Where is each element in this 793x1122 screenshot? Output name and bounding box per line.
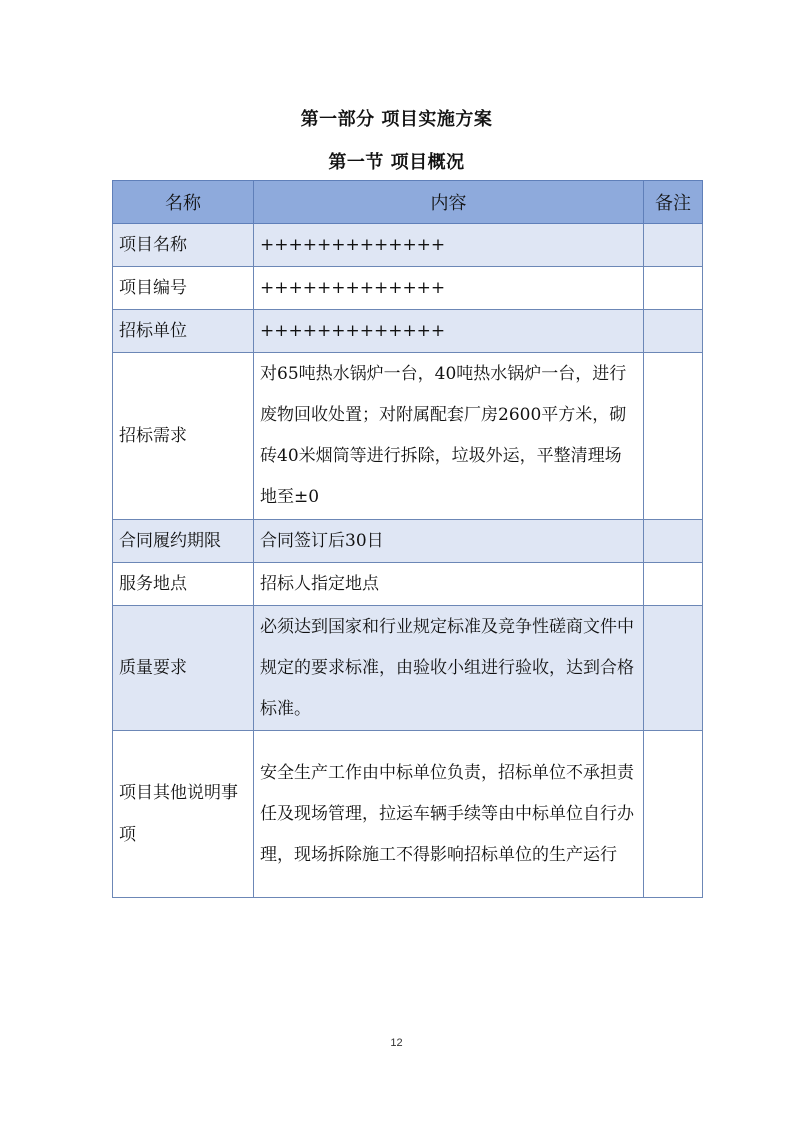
row-remark [644, 606, 703, 731]
row-name: 项目名称 [113, 224, 254, 267]
row-content: +++++++++++++ [254, 310, 644, 353]
table-row [113, 353, 703, 520]
table-row [113, 224, 703, 267]
row-content: 安全生产工作由中标单位负责，招标单位不承担责任及现场管理，拉运车辆手续等由中标单位自行办理，现场拆除施工不得影响招标单位的生产运行 [254, 731, 644, 898]
section-title: 第一节 项目概况 [328, 152, 465, 173]
project-overview-table [112, 180, 703, 898]
row-content: 招标人指定地点 [254, 563, 644, 606]
row-remark [644, 224, 703, 267]
row-content: 对65吨热水锅炉一台，40吨热水锅炉一台，进行废物回收处置；对附属配套厂房2600平方米，砌砖40米烟筒等进行拆除，垃圾外运，平整清理场地至±0 [254, 353, 644, 520]
row-remark [644, 731, 703, 898]
row-name: 项目编号 [113, 267, 254, 310]
header-name: 名称 [113, 181, 254, 224]
row-name: 质量要求 [113, 606, 254, 731]
header-remark: 备注 [644, 181, 703, 224]
row-content: 合同签订后30日 [254, 520, 644, 563]
row-content: +++++++++++++ [254, 267, 644, 310]
row-name: 合同履约期限 [113, 520, 254, 563]
header-content: 内容 [254, 181, 644, 224]
table-header-row [113, 181, 703, 224]
row-remark [644, 563, 703, 606]
table-row [113, 731, 703, 898]
row-remark [644, 353, 703, 520]
row-content: 必须达到国家和行业规定标准及竞争性磋商文件中规定的要求标准，由验收小组进行验收，达到合格标准。 [254, 606, 644, 731]
table-row [113, 563, 703, 606]
table-row [113, 520, 703, 563]
row-content: +++++++++++++ [254, 224, 644, 267]
row-name: 招标需求 [113, 353, 254, 520]
row-name: 服务地点 [113, 563, 254, 606]
table-row [113, 310, 703, 353]
table-row [113, 606, 703, 731]
part-title: 第一部分 项目实施方案 [300, 109, 493, 130]
table-row [113, 267, 703, 310]
row-name: 项目其他说明事项 [113, 731, 254, 898]
page-number: 12 [390, 1037, 403, 1049]
row-name: 招标单位 [113, 310, 254, 353]
row-remark [644, 267, 703, 310]
row-remark [644, 520, 703, 563]
row-remark [644, 310, 703, 353]
